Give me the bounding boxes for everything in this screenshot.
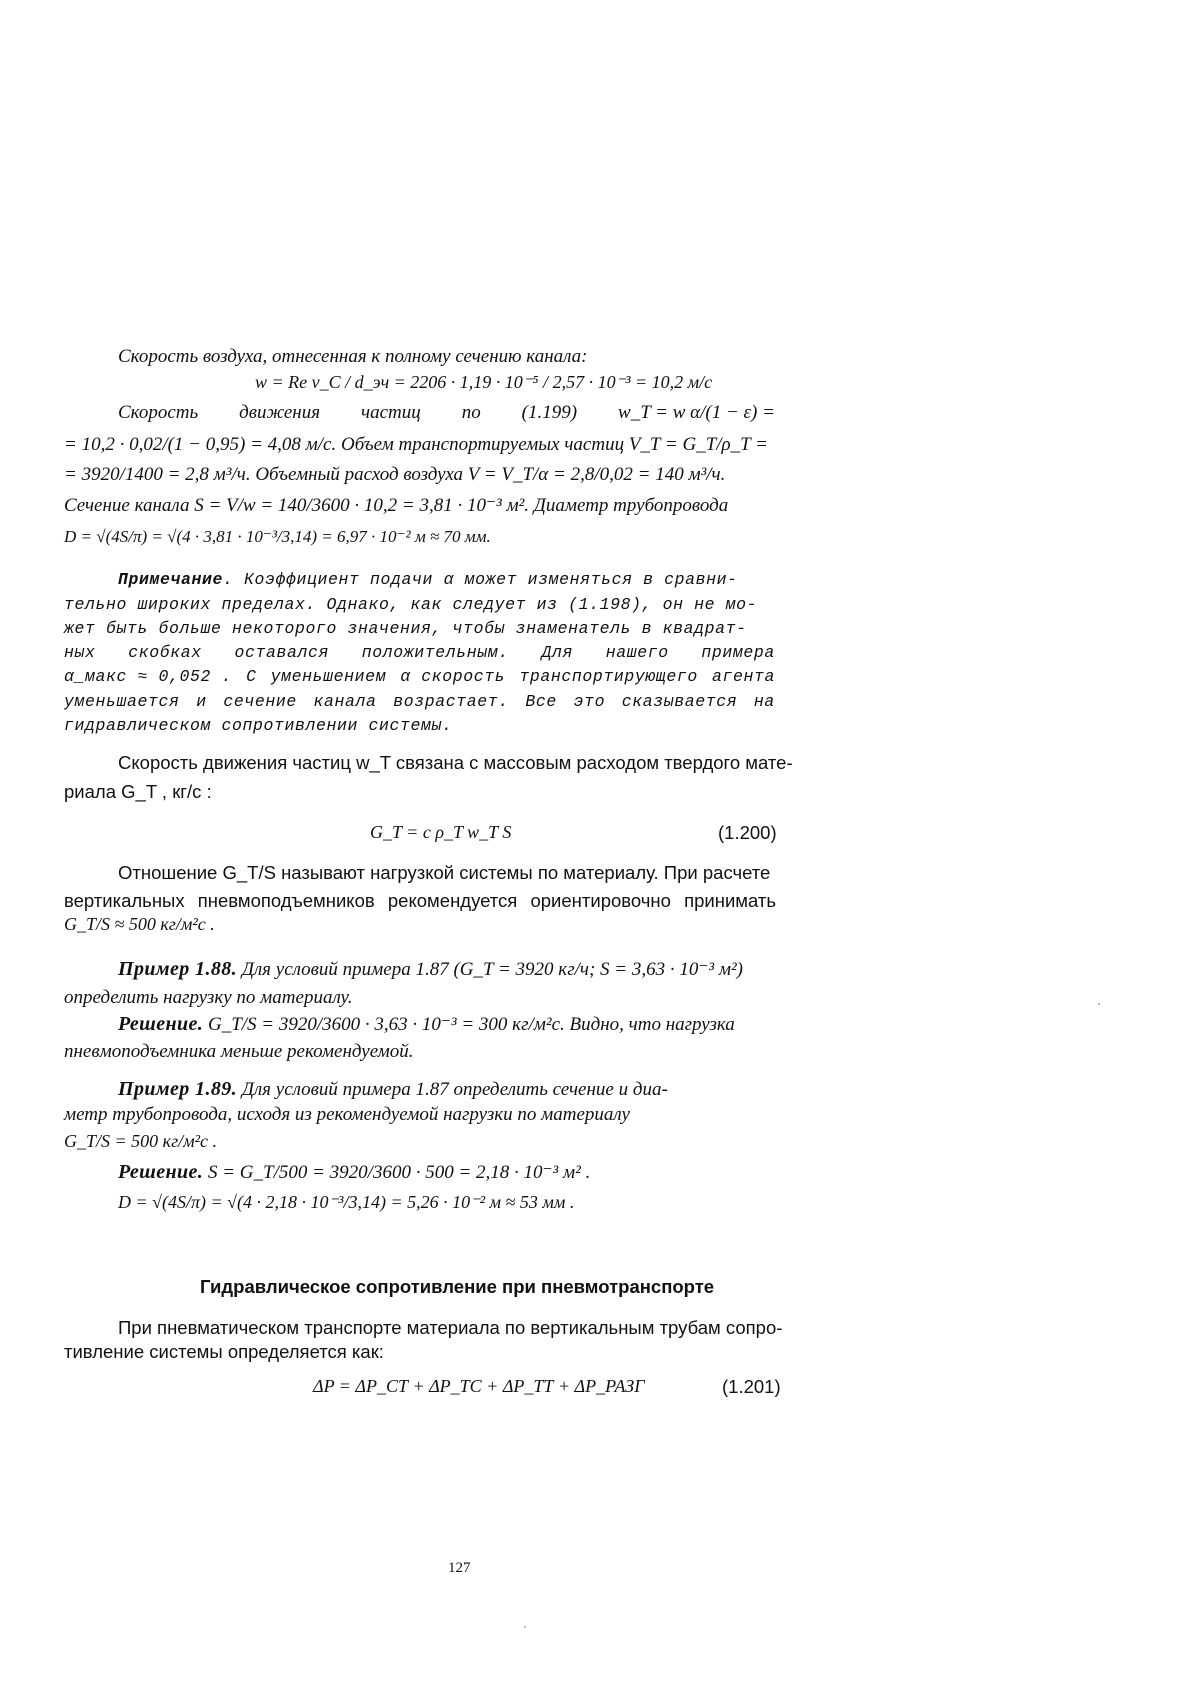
- section-line-2: тивление системы определяется как:: [64, 1341, 384, 1362]
- paragraph-2-line-1: Скорость движения частиц w_T связана с массовым расходом твердого мате-: [118, 752, 793, 773]
- word: и: [196, 692, 207, 711]
- example-1-88-label: Пример 1.88.: [118, 958, 238, 980]
- page-number: 127: [448, 1560, 471, 1576]
- note-text: . Коэффициент подачи α может изменяться в сравни-: [223, 570, 738, 589]
- word: на: [753, 692, 775, 711]
- scan-speck: [1098, 1003, 1100, 1005]
- paragraph-1-line-1: Скорость воздуха, отнесенная к полному сечению канала:: [118, 346, 588, 367]
- note-line-3: жет быть больше некоторого значения, чтобы знаменатель в квадрат-: [64, 619, 747, 638]
- word: уменьшением: [270, 667, 387, 686]
- example-1-88-solution-line-1: [118, 1013, 735, 1036]
- word: возрастает.: [393, 692, 509, 711]
- word: оставался: [234, 643, 329, 662]
- word: сказывается: [621, 692, 738, 711]
- equation-1-201: ΔP = ΔP_СТ + ΔP_ТС + ΔP_ТТ + ΔP_РАЗГ: [313, 1376, 645, 1396]
- word: вертикальных: [64, 890, 185, 911]
- scan-speck: [524, 1626, 526, 1628]
- example-1-88-line-1: [118, 958, 743, 981]
- equation-number-1-200: (1.200): [718, 822, 777, 843]
- example-1-89-solution-line-1: [118, 1161, 590, 1184]
- word: ных: [64, 643, 96, 662]
- section-heading: Гидравлическое сопротивление при пневмотранспорте: [200, 1276, 715, 1297]
- formula-air-velocity: w = Re ν_C / d_эч = 2206 · 1,19 · 10⁻⁵ / 2,57 · 10⁻³ = 10,2 м/с: [255, 372, 713, 392]
- word: рекомендуется: [387, 890, 518, 911]
- solution-text: G_T/S = 3920/3600 · 3,63 · 10⁻³ = 300 кг/м²с. Видно, что нагрузка: [203, 1014, 735, 1035]
- word: скобках: [128, 643, 202, 662]
- example-1-89-line-3: G_T/S = 500 кг/м²с .: [64, 1131, 217, 1151]
- word: Для: [541, 643, 573, 662]
- example-1-89-label: Пример 1.89.: [118, 1078, 238, 1100]
- paragraph-3-line-3: G_T/S ≈ 500 кг/м²с .: [64, 914, 215, 934]
- example-1-88-line-2: определить нагрузку по материалу.: [64, 987, 353, 1008]
- note-line-4: [64, 643, 775, 662]
- word: пневмоподъемников: [197, 890, 375, 911]
- word: уменьшается: [64, 692, 180, 711]
- word: частиц: [361, 402, 421, 423]
- word: Скорость: [118, 402, 199, 423]
- example-1-89-solution-line-2: D = √(4S/π) = √(4 · 2,18 · 10⁻³/3,14) = 5,26 · 10⁻² м ≈ 53 мм .: [118, 1192, 575, 1212]
- word: сечение: [223, 692, 297, 711]
- equation-number-1-201: (1.201): [722, 1376, 781, 1397]
- example-1-89-line-1: [118, 1078, 668, 1101]
- word: положительным.: [361, 643, 509, 662]
- section-line-1: При пневматическом транспорте материала по вертикальным трубам сопро-: [118, 1317, 783, 1338]
- word: нашего: [605, 643, 669, 662]
- word: ориентировочно: [530, 890, 671, 911]
- word: транспортирующего: [519, 667, 698, 686]
- word: w_T = w α/(1 − ε) =: [618, 402, 775, 423]
- example-1-89-text: Для условий примера 1.87 определить сечение и диа-: [237, 1079, 668, 1100]
- solution-label: Решение.: [118, 1161, 204, 1183]
- word: Все: [525, 692, 557, 711]
- note-line-1: [118, 570, 738, 589]
- solution-text: S = G_T/500 = 3920/3600 · 500 = 2,18 · 10⁻³ м² .: [203, 1162, 591, 1183]
- paragraph-1-line-6: Сечение канала S = V/w = 140/3600 · 10,2 = 3,81 · 10⁻³ м². Диаметр трубопровода: [64, 495, 729, 516]
- note-line-7: гидравлическом сопротивлении системы.: [64, 716, 453, 735]
- paragraph-3-line-1: Отношение G_T/S называют нагрузкой системы по материалу. При расчете: [118, 862, 771, 883]
- word: это: [573, 692, 606, 711]
- word: α_макс ≈ 0,052 .: [64, 667, 233, 686]
- word: движения: [239, 402, 321, 423]
- word: принимать: [684, 890, 776, 911]
- paragraph-1-line-7: D = √(4S/π) = √(4 · 3,81 · 10⁻³/3,14) = 6,97 · 10⁻² м ≈ 70 мм.: [64, 527, 491, 546]
- word: по: [461, 402, 481, 423]
- note-line-5: [64, 667, 775, 686]
- word: (1.199): [521, 402, 578, 423]
- example-1-88-solution-line-2: пневмоподъемника меньше рекомендуемой.: [64, 1041, 414, 1062]
- word: примера: [701, 643, 775, 662]
- example-1-89-line-2: метр трубопровода, исходя из рекомендуемой нагрузки по материалу: [64, 1104, 630, 1125]
- solution-label: Решение.: [118, 1013, 204, 1035]
- note-line-6: [64, 692, 775, 711]
- paragraph-3-line-2: [64, 890, 776, 912]
- equation-1-200: G_T = c ρ_T w_T S: [370, 822, 512, 842]
- word: агента: [711, 667, 775, 686]
- paragraph-1-line-5: = 3920/1400 = 2,8 м³/ч. Объемный расход воздуха V = V_T/α = 2,8/0,02 = 140 м³/ч.: [64, 464, 726, 485]
- paragraph-2-line-2: риала G_T , кг/с :: [64, 781, 212, 802]
- paragraph-1-line-3: [118, 402, 775, 424]
- word: С: [246, 667, 257, 686]
- example-1-88-text: Для условий примера 1.87 (G_T = 3920 кг/ч; S = 3,63 · 10⁻³ м²): [237, 959, 743, 980]
- paragraph-1-line-4: = 10,2 · 0,02/(1 − 0,95) = 4,08 м/с. Объем транспортируемых частиц V_T = G_T/ρ_T =: [64, 434, 768, 455]
- note-line-2: тельно широких пределах. Однако, как следует из (1.198), он не мо-: [64, 595, 758, 614]
- word: канала: [313, 692, 377, 711]
- word: α скорость: [400, 667, 506, 686]
- note-label: Примечание: [118, 570, 224, 589]
